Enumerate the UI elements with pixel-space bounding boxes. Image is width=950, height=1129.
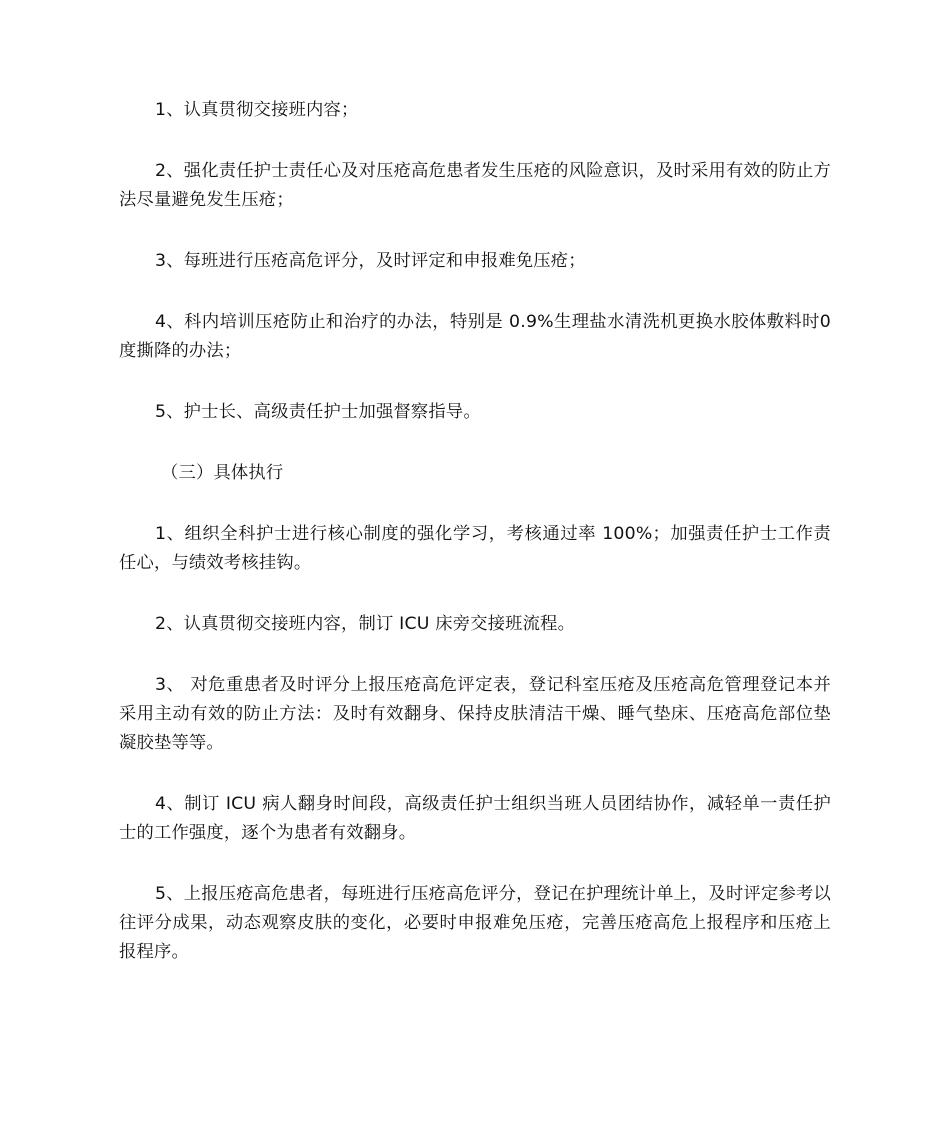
execution-item-4: 4、制订 ICU 病人翻身时间段，高级责任护士组织当班人员团结协作，减轻单一责任护士的工作强度，逐个为患者有效翻身。 xyxy=(119,794,831,843)
paragraph-item-3: 3、每班进行压疮高危评分，及时评定和申报难免压疮； xyxy=(155,251,586,271)
execution-item-2: 2、认真贯彻交接班内容，制订 ICU 床旁交接班流程。 xyxy=(155,614,576,634)
execution-item-3: 3、 对危重患者及时评分上报压疮高危评定表，登记科室压疮及压疮高危管理登记本并采用主动有效的防止方法：及时有效翻身、保持皮肤清洁干燥、睡气垫床、压疮高危部位垫凝胶垫等等。 xyxy=(119,675,831,753)
execution-item-1: 1、组织全科护士进行核心制度的强化学习，考核通过率 100%；加强责任护士工作责任心，与绩效考核挂钩。 xyxy=(119,524,831,573)
paragraph-item-2: 2、强化责任护士责任心及对压疮高危患者发生压疮的风险意识，及时采用有效的防止方法尽量避免发生压疮； xyxy=(119,161,831,210)
section-heading: （三）具体执行 xyxy=(161,463,284,483)
paragraph-item-4: 4、科内培训压疮防止和治疗的办法，特别是 0.9%生理盐水清洗机更换水胶体敷料时0 度撕降的办法； xyxy=(119,312,831,361)
paragraph-item-5: 5、护士长、高级责任护士加强督察指导。 xyxy=(155,402,481,422)
paragraph-item-1: 1、认真贯彻交接班内容； xyxy=(155,100,359,120)
execution-item-5: 5、上报压疮高危患者，每班进行压疮高危评分，登记在护理统计单上，及时评定参考以往评分成果，动态观察皮肤的变化，必要时申报难免压疮，完善压疮高危上报程序和压疮上报程序。 xyxy=(119,884,831,962)
